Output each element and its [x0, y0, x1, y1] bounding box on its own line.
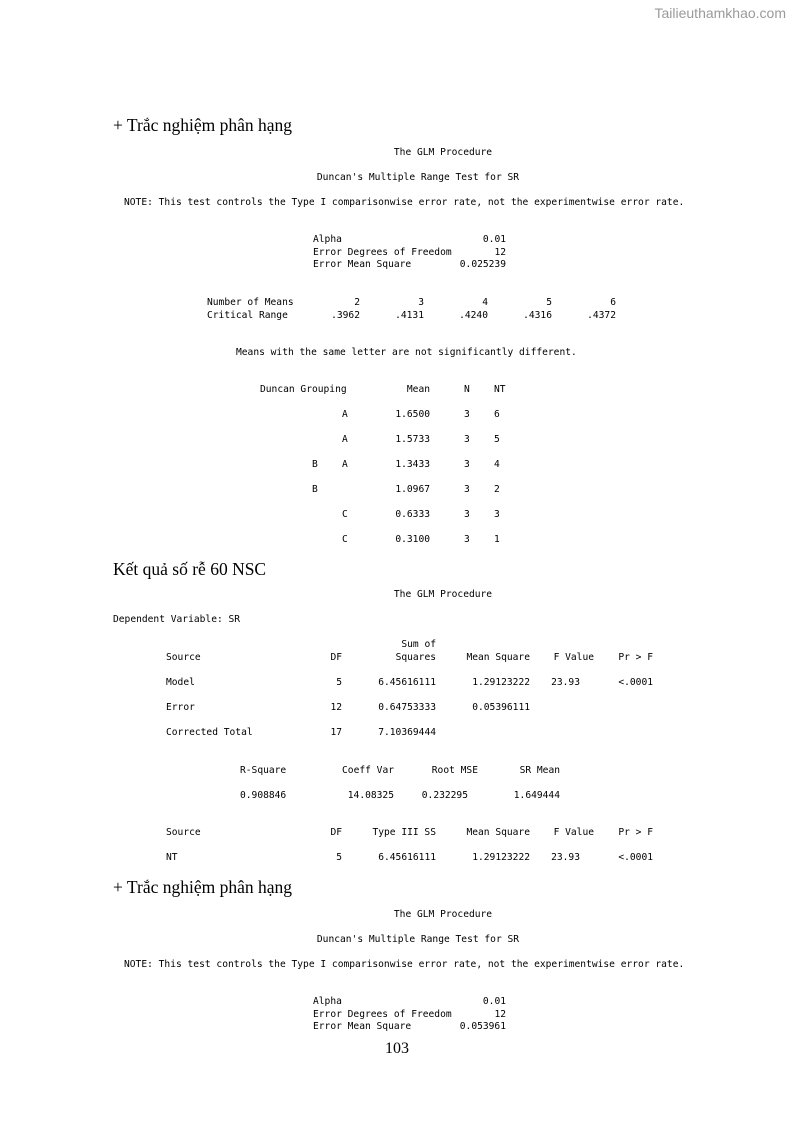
f-value: 23.93 — [551, 677, 580, 688]
source-label: Corrected Total — [166, 727, 253, 738]
ss-value: 6.45616111 — [378, 677, 436, 688]
param-value: 12 — [494, 1009, 506, 1020]
col-header-df: DF — [330, 652, 342, 663]
col-header-mean: Mean — [406, 384, 430, 395]
param-value: 12 — [494, 247, 506, 258]
group-letter: A — [342, 459, 348, 470]
dependent-variable: Dependent Variable: SR — [113, 614, 241, 625]
n-value: 3 — [464, 484, 470, 495]
col-header-ss-top: Sum of — [401, 639, 436, 650]
col-header-n: N — [464, 384, 470, 395]
critical-range-value: .4131 — [395, 310, 424, 321]
num-means-value: 2 — [354, 297, 360, 308]
df-value: 5 — [336, 677, 342, 688]
critical-range-value: .3962 — [331, 310, 360, 321]
note-text: NOTE: This test controls the Type I comparisonwise error rate, not the experimentwise error rate. — [124, 197, 685, 208]
group-letter: C — [342, 509, 348, 520]
source-label: Model — [166, 677, 195, 688]
nt-value: 6 — [494, 409, 500, 420]
param-value: 0.025239 — [459, 259, 506, 270]
num-means-value: 5 — [546, 297, 552, 308]
n-value: 3 — [464, 534, 470, 545]
nt-value: 4 — [494, 459, 500, 470]
col-header-df: DF — [330, 827, 342, 838]
source-label: Error — [166, 702, 195, 713]
f-value: 23.93 — [551, 852, 580, 863]
num-means-value: 3 — [418, 297, 424, 308]
ss-value: 6.45616111 — [378, 852, 436, 863]
col-header-ss: Type III SS — [372, 827, 436, 838]
col-header-p: Pr > F — [618, 827, 653, 838]
fit-header: Coeff Var — [342, 765, 394, 776]
col-header-p: Pr > F — [618, 652, 653, 663]
n-value: 3 — [464, 459, 470, 470]
section-heading-rank-test: + Trắc nghiệm phân hạng — [113, 115, 293, 135]
num-means-label: Number of Means — [207, 297, 294, 308]
col-header-source: Source — [166, 827, 201, 838]
means-note: Means with the same letter are not significantly different. — [236, 347, 577, 358]
col-header-ms: Mean Square — [466, 827, 530, 838]
proc-title: The GLM Procedure — [393, 147, 493, 158]
critical-range-value: .4372 — [587, 310, 616, 321]
nt-value: 5 — [494, 434, 500, 445]
ms-value: 0.05396111 — [472, 702, 530, 713]
col-header-ms: Mean Square — [466, 652, 530, 663]
note-text: NOTE: This test controls the Type I comparisonwise error rate, not the experimentwise error rate. — [124, 959, 685, 970]
col-header-ss: Squares — [395, 652, 436, 663]
mean-value: 1.5733 — [395, 434, 430, 445]
fit-header: R-Square — [240, 765, 287, 776]
group-letter: B — [312, 484, 318, 495]
param-label: Alpha — [313, 996, 342, 1007]
critical-range-label: Critical Range — [207, 310, 288, 321]
fit-value: 1.649444 — [513, 790, 560, 801]
ms-value: 1.29123222 — [472, 677, 530, 688]
n-value: 3 — [464, 509, 470, 520]
section-heading-result: Kết quả số rễ 60 NSC — [113, 559, 267, 579]
n-value: 3 — [464, 409, 470, 420]
param-value: 0.01 — [482, 996, 506, 1007]
proc-title: The GLM Procedure — [393, 589, 493, 600]
group-letter: B — [312, 459, 318, 470]
watermark: Tailieuthamkhao.com — [654, 5, 786, 21]
col-header-source: Source — [166, 652, 201, 663]
source-label: NT — [166, 852, 178, 863]
critical-range-value: .4316 — [523, 310, 552, 321]
mean-value: 0.3100 — [395, 534, 430, 545]
col-header-nt: NT — [494, 384, 506, 395]
param-value: 0.053961 — [459, 1021, 506, 1032]
fit-value: 0.232295 — [421, 790, 468, 801]
param-label: Error Degrees of Freedom — [313, 1009, 452, 1020]
group-letter: A — [342, 409, 348, 420]
ss-value: 0.64753333 — [378, 702, 436, 713]
col-header-f: F Value — [553, 827, 594, 838]
num-means-value: 4 — [482, 297, 488, 308]
fit-header: SR Mean — [519, 765, 560, 776]
section-heading-rank-test: + Trắc nghiệm phân hạng — [113, 877, 293, 897]
nt-value: 3 — [494, 509, 500, 520]
ms-value: 1.29123222 — [472, 852, 530, 863]
num-means-value: 6 — [610, 297, 616, 308]
p-value: <.0001 — [618, 677, 653, 688]
df-value: 12 — [330, 702, 342, 713]
nt-value: 1 — [494, 534, 500, 545]
df-value: 5 — [336, 852, 342, 863]
fit-value: 0.908846 — [240, 790, 287, 801]
col-header-f: F Value — [553, 652, 594, 663]
df-value: 17 — [330, 727, 342, 738]
param-label: Error Mean Square — [313, 1021, 412, 1032]
p-value: <.0001 — [618, 852, 653, 863]
param-value: 0.01 — [482, 234, 506, 245]
test-title: Duncan's Multiple Range Test for SR — [316, 934, 520, 945]
param-label: Error Mean Square — [313, 259, 412, 270]
mean-value: 1.3433 — [395, 459, 430, 470]
mean-value: 0.6333 — [395, 509, 430, 520]
col-header-grouping: Duncan Grouping — [260, 384, 347, 395]
mean-value: 1.0967 — [395, 484, 430, 495]
critical-range-value: .4240 — [459, 310, 488, 321]
page-number: 103 — [385, 1040, 409, 1057]
nt-value: 2 — [494, 484, 500, 495]
group-letter: A — [342, 434, 348, 445]
fit-header: Root MSE — [431, 765, 478, 776]
fit-value: 14.08325 — [347, 790, 394, 801]
n-value: 3 — [464, 434, 470, 445]
ss-value: 7.10369444 — [378, 727, 436, 738]
test-title: Duncan's Multiple Range Test for SR — [316, 172, 520, 183]
param-label: Error Degrees of Freedom — [313, 247, 452, 258]
group-letter: C — [342, 534, 348, 545]
param-label: Alpha — [313, 234, 342, 245]
proc-title: The GLM Procedure — [393, 909, 493, 920]
mean-value: 1.6500 — [395, 409, 430, 420]
